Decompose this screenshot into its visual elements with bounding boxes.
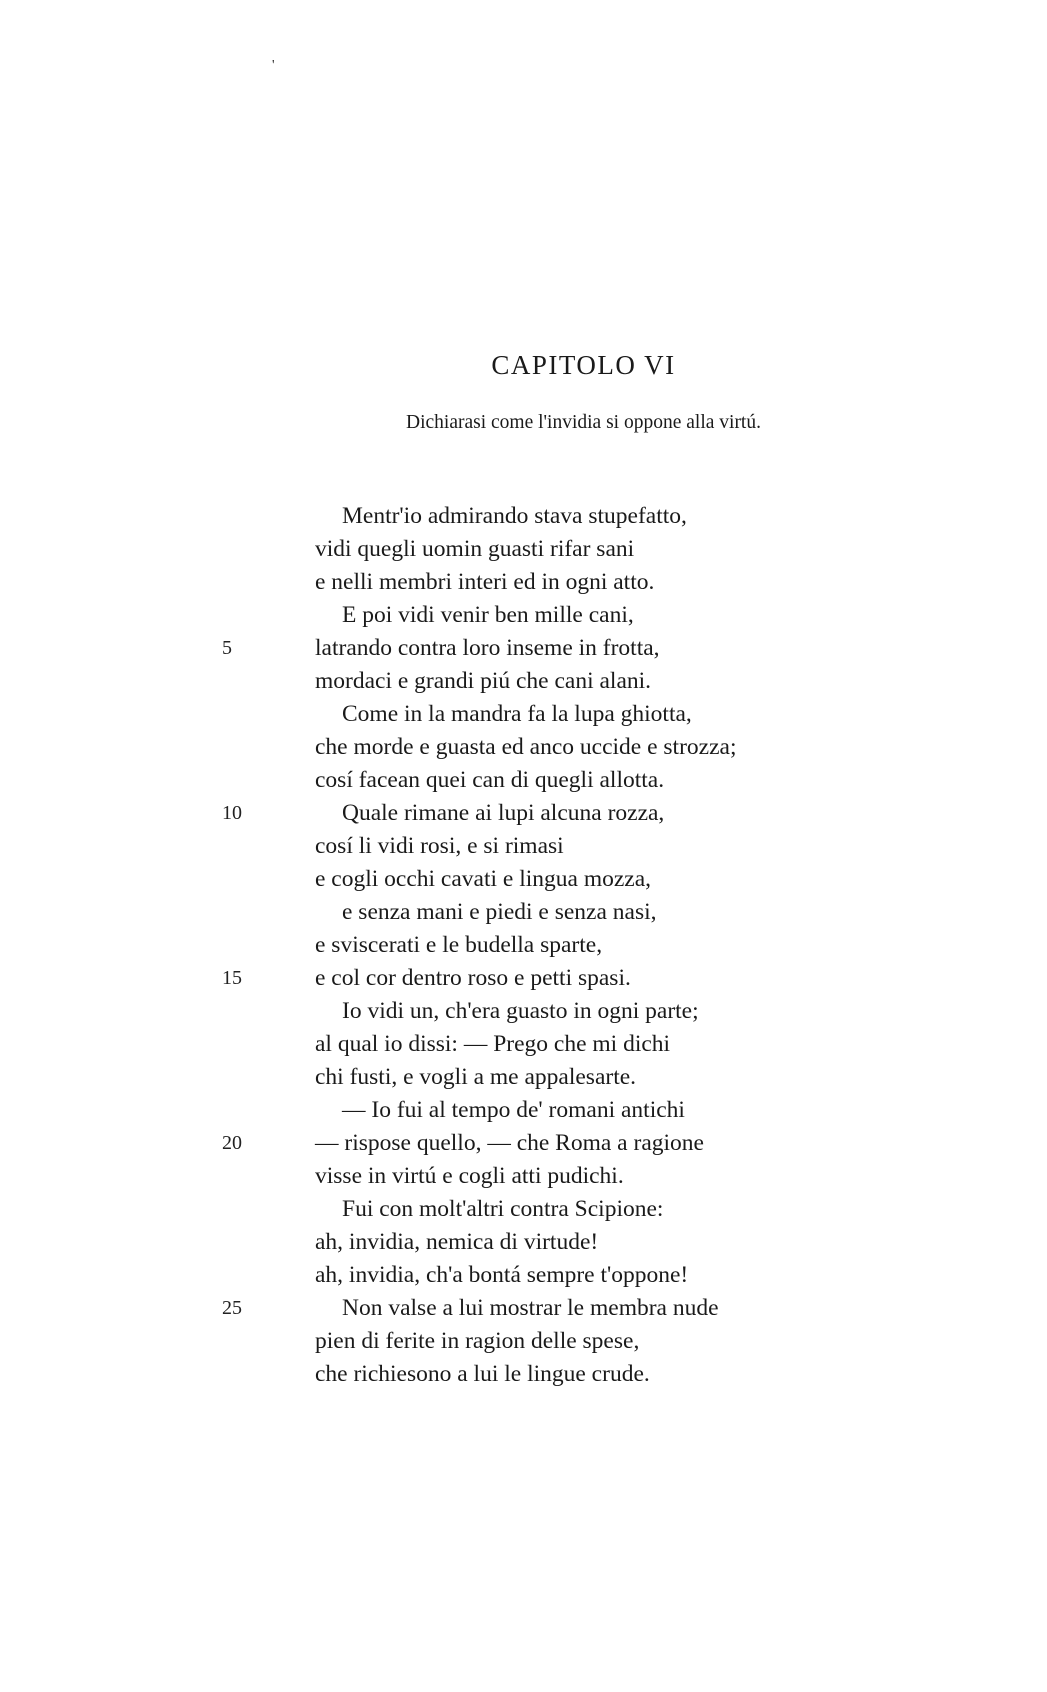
verse-line	[0, 698, 1047, 731]
verse-line	[0, 533, 1047, 566]
verse-line	[0, 1226, 1047, 1259]
verse-line	[0, 1325, 1047, 1358]
verse-text: e sviscerati e le budella sparte,	[315, 932, 603, 958]
verse-line	[0, 599, 1047, 632]
verse-line	[0, 929, 1047, 962]
verse-text: ah, invidia, ch'a bontá sempre t'oppone!	[315, 1262, 689, 1288]
verse-text: e col cor dentro roso e petti spasi.	[315, 965, 631, 991]
verse-text: Quale rimane ai lupi alcuna rozza,	[342, 800, 665, 826]
verse-text: al qual io dissi: — Prego che mi dichi	[315, 1031, 671, 1057]
verse-text: cosí li vidi rosi, e si rimasi	[315, 833, 564, 859]
line-number: 10	[222, 802, 242, 824]
verse-text: cosí facean quei can di quegli allotta.	[315, 767, 665, 793]
verse-line	[0, 1358, 1047, 1391]
verse-text: che morde e guasta ed anco uccide e strozza;	[315, 734, 737, 760]
verse-text: — rispose quello, — che Roma a ragione	[315, 1130, 704, 1156]
verse-line	[0, 764, 1047, 797]
chapter-subtitle: Dichiarasi come l'invidia si oppone alla virtú.	[406, 412, 761, 433]
verse-text: chi fusti, e vogli a me appalesarte.	[315, 1064, 637, 1090]
verse-line	[0, 830, 1047, 863]
verse-text: Non valse a lui mostrar le membra nude	[342, 1295, 719, 1321]
verse-line	[0, 1028, 1047, 1061]
verse-text: Mentr'io admirando stava stupefatto,	[342, 503, 687, 529]
line-number: 15	[222, 967, 242, 989]
verse-text: E poi vidi venir ben mille cani,	[342, 602, 634, 628]
verse-text: pien di ferite in ragion delle spese,	[315, 1328, 640, 1354]
chapter-title: CAPITOLO VI	[491, 350, 676, 380]
verse-line	[0, 962, 1047, 995]
verse-line	[0, 995, 1047, 1028]
ink-mark: '	[272, 58, 275, 73]
verse-line	[0, 1160, 1047, 1193]
verse-block	[0, 500, 1047, 1391]
verse-text: che richiesono a lui le lingue crude.	[315, 1361, 650, 1387]
verse-line	[0, 566, 1047, 599]
verse-text: visse in virtú e cogli atti pudichi.	[315, 1163, 624, 1189]
verse-text: Come in la mandra fa la lupa ghiotta,	[342, 701, 692, 727]
line-number: 20	[222, 1132, 242, 1154]
verse-line	[0, 1094, 1047, 1127]
line-number: 25	[222, 1297, 242, 1319]
verse-text: latrando contra loro inseme in frotta,	[315, 635, 660, 661]
verse-line	[0, 797, 1047, 830]
verse-text: Io vidi un, ch'era guasto in ogni parte;	[342, 998, 699, 1024]
verse-line	[0, 731, 1047, 764]
verse-line	[0, 632, 1047, 665]
verse-text: mordaci e grandi piú che cani alani.	[315, 668, 652, 694]
verse-line	[0, 1259, 1047, 1292]
verse-line	[0, 500, 1047, 533]
verse-line	[0, 1127, 1047, 1160]
verse-text: e nelli membri interi ed in ogni atto.	[315, 569, 655, 595]
line-number: 5	[222, 637, 232, 659]
verse-text: e senza mani e piedi e senza nasi,	[342, 899, 657, 925]
verse-line	[0, 896, 1047, 929]
verse-text: Fui con molt'altri contra Scipione:	[342, 1196, 664, 1222]
verse-line	[0, 1292, 1047, 1325]
verse-text: e cogli occhi cavati e lingua mozza,	[315, 866, 652, 892]
verse-line	[0, 1061, 1047, 1094]
verse-line	[0, 665, 1047, 698]
verse-text: ah, invidia, nemica di virtude!	[315, 1229, 599, 1255]
verse-text: vidi quegli uomin guasti rifar sani	[315, 536, 635, 562]
verse-text: — Io fui al tempo de' romani antichi	[342, 1097, 685, 1123]
verse-line	[0, 863, 1047, 896]
verse-line	[0, 1193, 1047, 1226]
